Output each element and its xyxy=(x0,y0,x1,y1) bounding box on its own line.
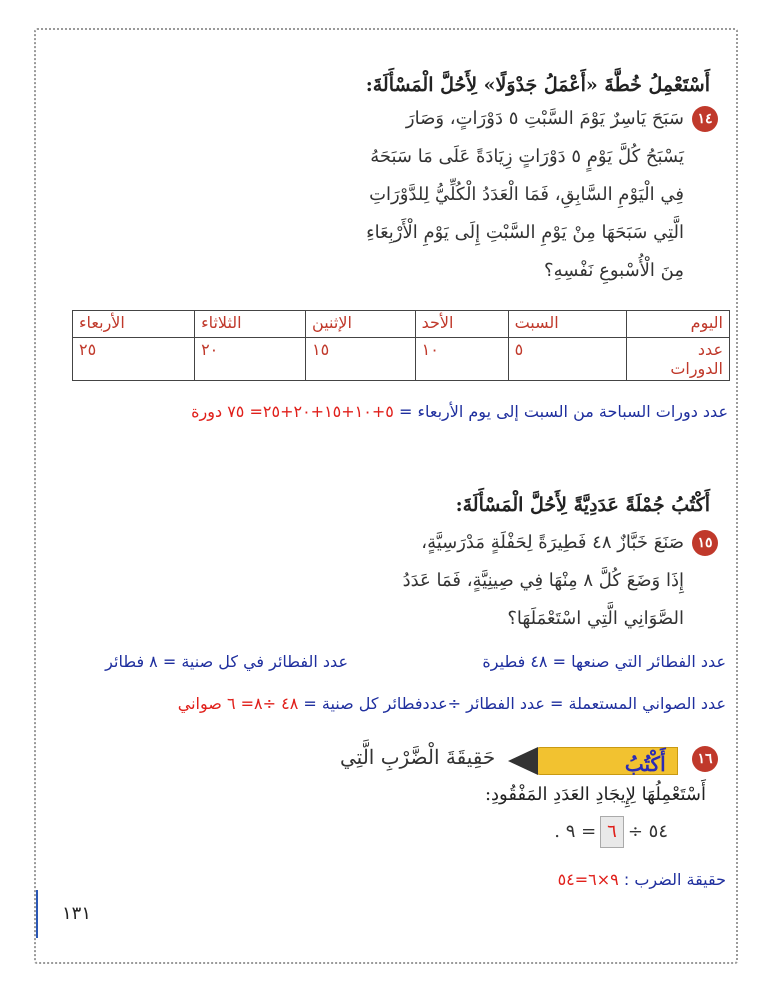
answer2-made-label: عدد الفطائر التي صنعها = xyxy=(552,652,726,671)
page-edge-bar xyxy=(36,890,38,938)
table-count-cell: ١٠ xyxy=(415,338,508,381)
table-row xyxy=(73,338,730,381)
problem-16 xyxy=(340,738,718,776)
table-header-count-line: الدورات xyxy=(670,359,723,378)
answer2-per-tray-value: ٨ فطائر xyxy=(105,652,158,671)
table-header-count-line: عدد xyxy=(697,340,723,359)
page-number: ١٣١ xyxy=(62,903,92,924)
table-day-cell: السبت xyxy=(508,311,626,338)
multiplication-fact xyxy=(558,870,726,889)
table-day-cell: الثلاثاء xyxy=(195,311,306,338)
answer2-per-tray-label: عدد الفطائر في كل صنية = xyxy=(162,652,348,671)
equation-right: = ٩ . xyxy=(554,821,597,842)
answer2-per-tray xyxy=(105,652,348,671)
fact-value: ٩×٦=٥٤ xyxy=(557,870,619,889)
answer2-made-value: ٤٨ فطيرة xyxy=(482,652,548,671)
problem-number-badge: ١٦ xyxy=(692,746,718,772)
problem-14 xyxy=(366,100,718,290)
problem-number-badge: ١٤ xyxy=(692,106,718,132)
equation-left: ٥٤ ÷ xyxy=(627,821,668,842)
table-header-day: اليوم xyxy=(627,311,730,338)
answer2-trays-calc: ٤٨ ÷٨= ٦ صواني xyxy=(177,694,299,713)
answer1 xyxy=(191,402,728,421)
table-count-cell: ١٥ xyxy=(306,338,416,381)
answer2-made xyxy=(482,652,726,671)
table-day-cell: الإثنين xyxy=(306,311,416,338)
table-day-cell: الأحد xyxy=(415,311,508,338)
answer2-trays xyxy=(178,694,726,713)
problem-line: الَّتِي سَبَحَهَا مِنْ يَوْمِ السَّبْتِ إِلَى يَوْمِ الْأَرْبِعَاءِ xyxy=(366,222,684,243)
problem-16-title: حَقِيقَةَ الْضَّرْبِ الَّتِي xyxy=(339,745,496,769)
pencil-label: أَكْتُبُ xyxy=(624,751,666,776)
answer1-text: عدد دورات السباحة من السبت إلى يوم الأربعاء = xyxy=(398,402,728,421)
missing-number-box: ٦ xyxy=(600,816,624,848)
section2-heading: أَكْتُبُ جُمْلَةً عَدَدِيَّةً لِأَحُلَّ الْمَسْأَلَةَ: xyxy=(455,494,710,516)
problem-line: الصَّوَانِي الَّتِي اسْتَعْمَلَهَا؟ xyxy=(507,608,684,629)
problem-line: سَبَحَ يَاسِرٌ يَوْمَ السَّبْتِ ٥ دَوْرَاتٍ، وَصَارَ xyxy=(405,108,684,129)
problem-number-badge: ١٥ xyxy=(692,530,718,556)
laps-table xyxy=(72,310,730,381)
pencil-tip xyxy=(508,747,538,775)
problem-line: إِذَا وَضَعَ كُلَّ ٨ مِنْهَا فِي صِينِيَّةٍ، فَمَا عَدَدُ xyxy=(402,570,684,591)
problem-line: يَسْبَحُ كُلَّ يَوْمٍ ٥ دَوْرَاتٍ زِيَادَةً عَلَى مَا سَبَحَهُ xyxy=(370,146,684,167)
problem-line: فِي الْيَوْمِ السَّابِقِ، فَمَا الْعَدَدُ الْكُلِّيُّ لِلدَّوْرَاتِ xyxy=(369,184,684,205)
table-count-cell: ٢٠ xyxy=(195,338,306,381)
fact-label: حقيقة الضرب : xyxy=(623,870,726,889)
table-day-cell: الأربعاء xyxy=(73,311,195,338)
pencil-icon xyxy=(508,743,678,775)
problem-16-subtitle: أَسْتَعْمِلُهَا لِإِيجَادِ العَدَدِ المَفْقُودِ: xyxy=(484,784,706,805)
problem-line: مِنَ الْأُسْبوعِ نَفْسِهِ؟ xyxy=(544,260,684,281)
section1-heading: أَسْتَعْمِلُ خُطَّةَ «أَعْمَلُ جَدْوَلًا» لِأَحُلَّ الْمَسْأَلَةَ: xyxy=(365,74,710,96)
problem-line: صَنَعَ خَبَّازٌ ٤٨ فَطِيرَةً لِحَفْلَةٍ مَدْرَسِيَّةٍ، xyxy=(421,532,684,553)
table-count-cell: ٥ xyxy=(508,338,626,381)
table-count-cell: ٢٥ xyxy=(73,338,195,381)
problem-15 xyxy=(403,524,718,638)
table-header-count xyxy=(627,338,730,381)
answer1-calc: ٥+١٠+١٥+٢٠+٢٥= ٧٥ دورة xyxy=(191,402,394,421)
missing-number-equation xyxy=(554,816,668,848)
answer2-trays-text: عدد الصواني المستعملة = عدد الفطائر ÷عددفطائر كل صنية = xyxy=(303,694,726,713)
table-row xyxy=(73,311,730,338)
